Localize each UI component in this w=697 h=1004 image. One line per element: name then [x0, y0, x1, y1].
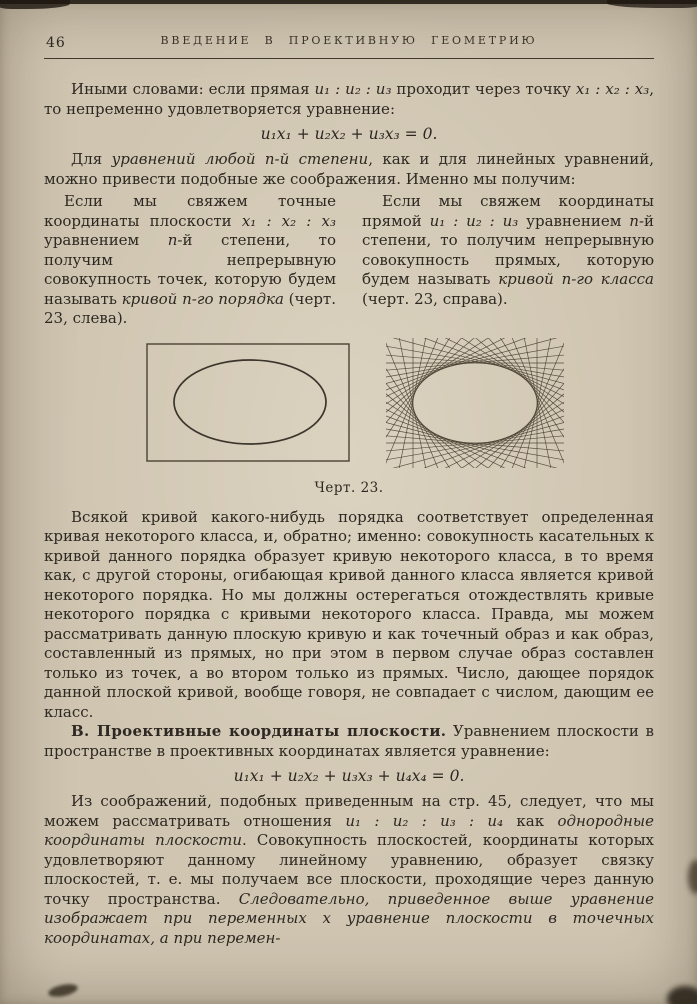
scan-artifact [47, 982, 79, 999]
header-rule [44, 58, 654, 59]
paragraph-homogeneous-coordinates: Из соображений, подобных приведенным на стр. 45, следует, что мы можем рассматривать отношения u₁ : u₂ : u₃ : u₄ как однородные координаты плоскости. Совокупность плоскостей, координаты которых удовлетворяют данному линейному уравнению, образует связку плоскостей, т. е. мы получаем все плоскости, проходящие через данную точку пространства. Следовательно, приведенное выше уравнение изображает при переменных x уравнение плоскости в точечных координатах, а при перемен- [44, 792, 654, 947]
class-curve-envelope-figure [386, 338, 564, 468]
figure-23 [44, 337, 654, 496]
column-right-class-curve: Если мы свяжем координаты прямой u₁ : u₂ : u₃ уравнением n-й степени, то получим непрерывную совокупность прямых, которую будем называть кривой n-го класса (черт. 23, справа). [362, 192, 655, 308]
page-header [44, 34, 654, 52]
scan-artifact [0, 0, 70, 9]
scan-artifact [607, 0, 697, 8]
figure-row [146, 337, 654, 469]
paragraph-order-vs-class: Всякой кривой какого-нибудь порядка соответствует определенная кривая некоторого класса, и, обратно; именно: совокупность касательных к кривой данного порядка образует кривую некоторого класса, в то время как, с другой стороны, огибающая кривой данного класса является кривой некоторого порядка. Но мы должны остерегаться отождествлять кривые некоторого порядка с кривыми некоторого класса. Правда, мы можем рассматривать данную плоскую кривую и как точечный образ и как образ, составленный из прямых, но при этом в первом случае образ составлен только из точек, а во втором только из прямых. Число, дающее порядок данной плоской кривой, вообще говоря, не совпадает с числом, дающим ее класс. [44, 507, 654, 721]
paragraph-projective-plane-coordinates: В. Проективные координаты плоскости. Уравнением плоскости в пространстве в проективных координатах является уравнение: [44, 722, 654, 760]
equation-plane: u₁x₁ + u₂x₂ + u₃x₃ + u₄x₄ = 0. [233, 767, 465, 785]
equation-line-condition: u₁x₁ + u₂x₂ + u₃x₃ = 0. [260, 125, 438, 143]
scan-artifact [0, 0, 697, 4]
column-left-point-curve: Если мы свяжем точные координаты плоскости x₁ : x₂ : x₃ уравнением n-й степени, то получим непрерывную совокупность точек, которую будем называть кривой n-го порядка (черт. 23, слева). [44, 192, 336, 327]
point-curve-figure [146, 343, 350, 462]
scan-artifact [667, 986, 697, 1004]
paragraph-line-through-point: Иными словами: если прямая u₁ : u₂ : u₃ проходит через точку x₁ : x₂ : x₃, то непременно удовлетворяется уравнение: [44, 80, 654, 118]
figure-caption: Черт. 23. [314, 479, 384, 496]
page-number: 46 [46, 35, 66, 51]
two-column-block [44, 192, 654, 329]
running-title: ВВЕДЕНИЕ В ПРОЕКТИВНУЮ ГЕОМЕТРИЮ [160, 34, 538, 47]
paragraph-nth-degree: Для уравнений любой n-й степени, как и для линейных уравнений, можно привести подобные же соображения. Именно мы получим: [44, 150, 654, 188]
scan-artifact [688, 860, 697, 894]
